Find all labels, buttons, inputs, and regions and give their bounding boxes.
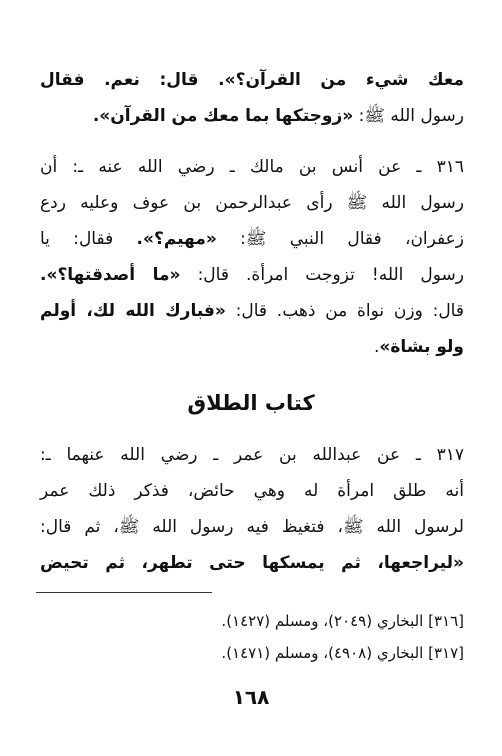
hadith-316-line-5-text: قال: وزن نواة من ذهب. قال: [225,301,464,321]
prophet-quote: ولو بشاة» [379,337,464,357]
section-heading: كتاب الطلاق [187,391,315,415]
page-number: ١٦٨ [232,685,270,709]
footnote-divider [36,592,212,593]
hadith-317-line-4: «ليراجعها، ثم يمسكها حتى تطهر، ثم تحيض [40,553,464,573]
prophet-quote: «ما أصدقتها؟». [40,265,181,285]
hadith-317-line-3: لرسول الله ﷺ، فتغيظ فيه رسول الله ﷺ، ثم قال: [40,517,464,537]
hadith-316-line-4-text: رسول الله! تزوجت امرأة. قال: [180,265,464,285]
hadith-316-line-3-text: زعفران، فقال النبي ﷺ: [216,229,464,249]
hadith-316-line-3 [40,222,464,256]
hadith-316-line-6 [40,330,464,364]
hadith-316-line-3-tail: فقال: يا [40,229,137,249]
footnote-317: [٣١٧] البخاري (٤٩٠٨)، ومسلم (١٤٧١). [221,644,464,662]
hadith-316-line-4 [40,258,464,292]
footnote-316: [٣١٦] البخاري (٢٠٤٩)، ومسلم (١٤٢٧). [221,612,464,630]
hadith-316-line-2: رسول الله ﷺ رأى عبدالرحمن بن عوف وعليه ردع [40,193,464,213]
hadith-316-line-6-end: . [373,337,380,357]
prophet-quote: «زوجتكها بما معك من القرآن». [92,106,354,126]
prophet-quote: «مهيم؟». [136,229,217,249]
paragraph-1-line-2 [40,99,464,133]
hadith-317-line-1: ٣١٧ ـ عن عبدالله بن عمر ـ رضي الله عنهما ـ: [40,445,464,465]
prophet-quote: «فبارك الله لك، أولم [40,301,226,321]
hadith-317-line-2: أنه طلق امرأة له وهي حائض، فذكر ذلك عمر [40,481,464,501]
hadith-316-line-1 [40,150,464,184]
hadith-316-line-1-text: ٣١٦ ـ عن أنس بن مالك ـ رضي الله عنه ـ: أن [40,157,464,177]
hadith-316-line-5 [40,294,464,328]
paragraph-1-line-1: معك شيء من القرآن؟». قال: نعم. فقال [40,70,464,90]
paragraph-1-line-2-text: رسول الله ﷺ: [353,106,464,126]
